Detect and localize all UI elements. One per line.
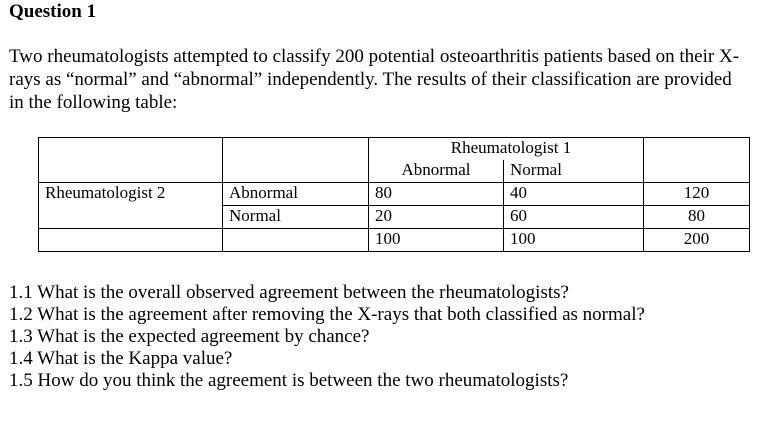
question-item: 1.2 What is the agreement after removing the X-rays that both classified as normal? (9, 304, 645, 325)
table-cell-empty (39, 138, 223, 161)
row-total-normal: 80 (644, 206, 750, 229)
cell-normal-abnormal: 20 (369, 206, 504, 229)
table-cell-empty (644, 160, 750, 183)
cell-normal-normal: 60 (504, 206, 644, 229)
rater2-header: Rheumatologist 2 (39, 183, 223, 206)
table-cell-empty (223, 138, 369, 161)
col-total-normal: 100 (504, 229, 644, 252)
table-row-abnormal (39, 183, 750, 206)
cell-abnormal-normal: 40 (504, 183, 644, 206)
question-item: 1.3 What is the expected agreement by chance? (9, 326, 370, 347)
table-cell-empty (39, 229, 223, 252)
table-cell-empty (39, 160, 223, 183)
question-item: 1.4 What is the Kappa value? (9, 348, 233, 369)
table-cell-empty (223, 229, 369, 252)
intro-paragraph (9, 45, 779, 114)
row-total-abnormal: 120 (644, 183, 750, 206)
classification-table (38, 137, 750, 252)
row-header-normal: Normal (223, 206, 369, 229)
col-header-abnormal: Abnormal (369, 160, 504, 183)
table-row-category-header (39, 160, 750, 183)
table-row-totals (39, 229, 750, 252)
question-heading: Question 1 (9, 1, 97, 22)
table-cell-empty (39, 206, 223, 229)
question-item: 1.5 How do you think the agreement is between the two rheumatologists? (9, 370, 569, 391)
grand-total: 200 (644, 229, 750, 252)
cell-abnormal-abnormal: 80 (369, 183, 504, 206)
table-row-rater1-header (39, 138, 750, 161)
row-header-abnormal: Abnormal (223, 183, 369, 206)
question-list (9, 282, 645, 392)
intro-line: rays as “normal” and “abnormal” independently. The results of their classification are provided (9, 69, 732, 90)
intro-line: Two rheumatologists attempted to classify 200 potential osteoarthritis patients based on their X- (9, 46, 740, 67)
rater1-header: Rheumatologist 1 (369, 138, 644, 161)
table-row-normal (39, 206, 750, 229)
table-cell-empty (223, 160, 369, 183)
table-cell-empty (644, 138, 750, 161)
col-total-abnormal: 100 (369, 229, 504, 252)
intro-line: in the following table: (9, 92, 178, 113)
col-header-normal: Normal (504, 160, 644, 183)
question-item: 1.1 What is the overall observed agreement between the rheumatologists? (9, 282, 569, 303)
